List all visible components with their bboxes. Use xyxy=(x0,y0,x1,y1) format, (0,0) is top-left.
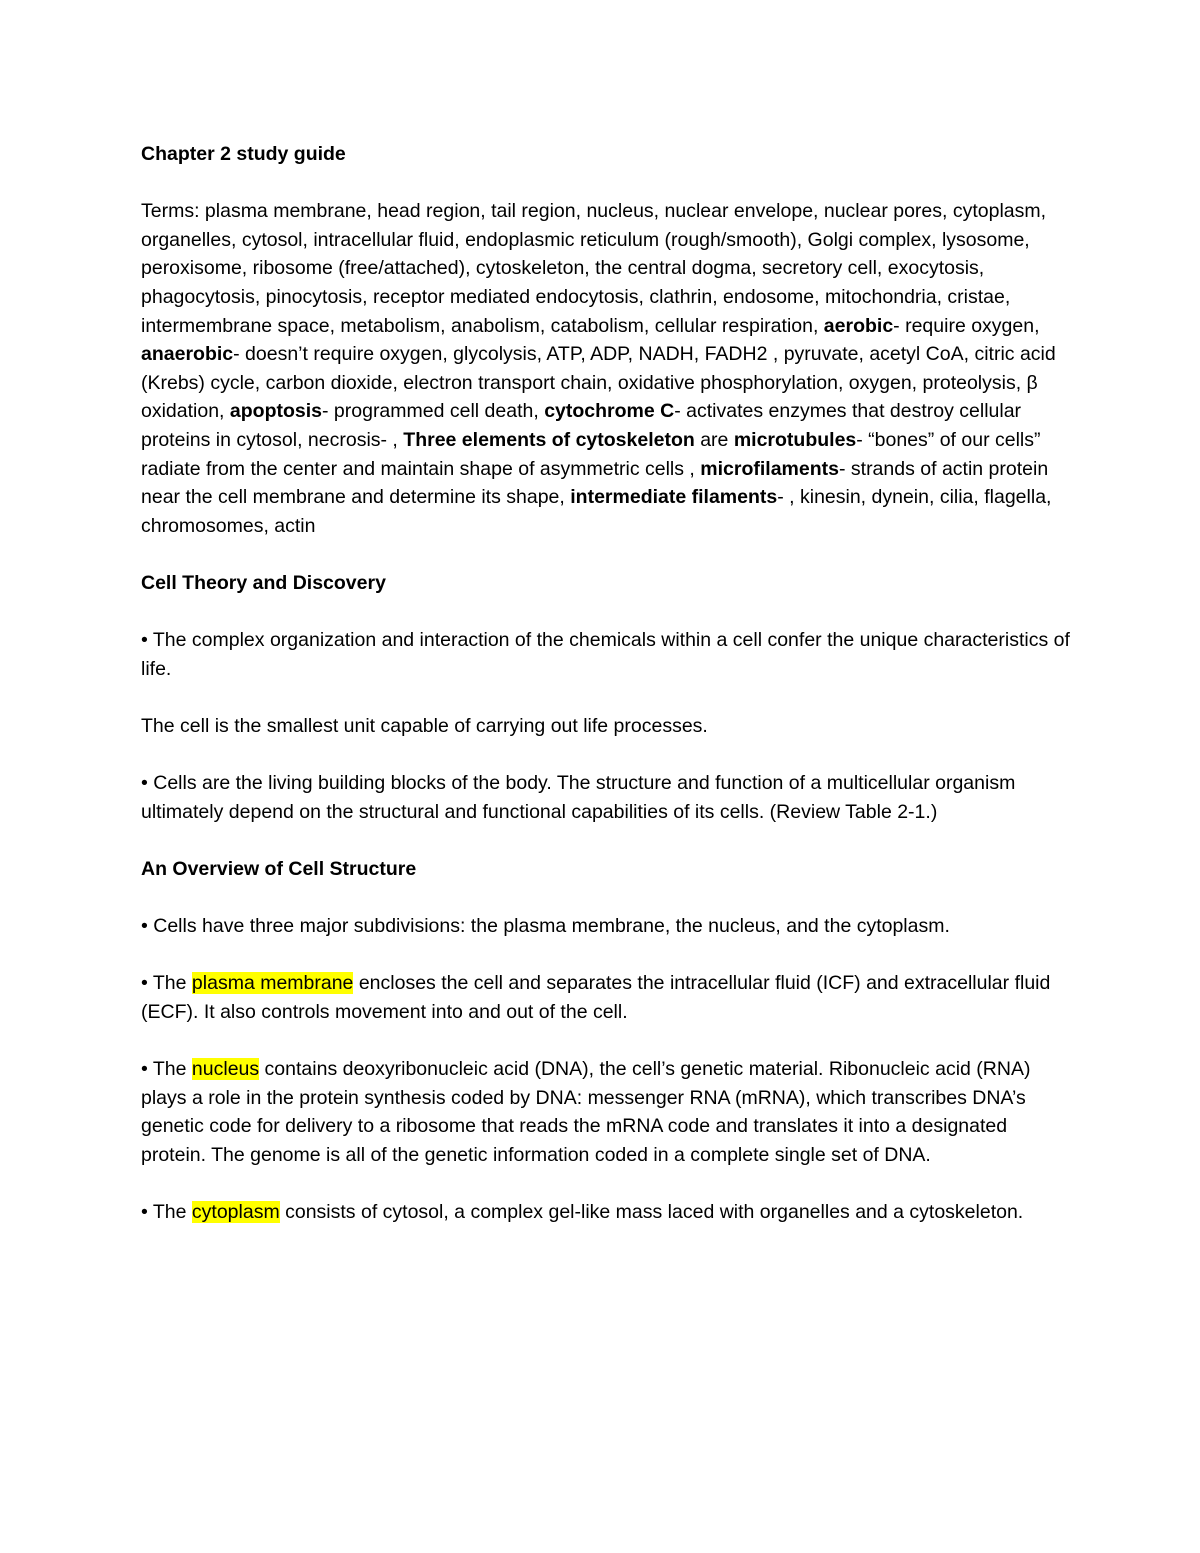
terms-text: - programmed cell death, xyxy=(322,400,545,423)
bullet-paragraph-plasma-membrane xyxy=(141,969,1071,1026)
highlighted-term: plasma membrane xyxy=(191,972,354,995)
paragraph-text: encloses the cell and separates the intracellular fluid (ICF) and extracellular fluid (ECF). It also controls movement into and out of the cell. xyxy=(141,972,1051,1023)
term-microfilaments: microfilaments xyxy=(700,457,839,480)
spacer xyxy=(141,169,1071,198)
document-title: Chapter 2 study guide xyxy=(141,143,346,165)
term-cytochrome-c: cytochrome C xyxy=(544,400,675,423)
spacer xyxy=(141,883,1071,912)
term-intermediate-filaments: intermediate filaments xyxy=(570,486,778,509)
paragraph-text: consists of cytosol, a complex gel-like mass laced with organelles and a cytoskeleton. xyxy=(279,1200,1024,1223)
spacer xyxy=(141,1026,1071,1055)
paragraph-text: • The xyxy=(141,972,192,995)
paragraph: The cell is the smallest unit capable of carrying out life processes. xyxy=(141,714,708,737)
paragraph-text: contains deoxyribonucleic acid (DNA), the cell’s genetic material. Ribonucleic acid (RNA) plays a role in the protein synthesis coded by DNA: messenger RNA (mRNA), which transcribes DNA’s genetic code for delivery to a ribosome that reads the mRNA code and translates it into a designated protein. The genome is all of the genetic information coded in a complete single set of DNA. xyxy=(141,1058,1031,1166)
bullet-paragraph: • The complex organization and interaction of the chemicals within a cell confer the unique characteristics of life. xyxy=(141,629,1070,680)
spacer xyxy=(141,740,1071,769)
term-aerobic: aerobic xyxy=(823,314,894,337)
term-microtubules: microtubules xyxy=(733,428,857,451)
bullet-paragraph-nucleus xyxy=(141,1055,1071,1169)
bullet-paragraph: • Cells are the living building blocks of the body. The structure and function of a multicellular organism ultimately depend on the structural and functional capabilities of its cells. (Review Table 2-1.) xyxy=(141,772,1016,823)
highlighted-term: nucleus xyxy=(191,1058,260,1080)
paragraph-text: • The xyxy=(141,1058,192,1080)
term-apoptosis: apoptosis xyxy=(229,400,322,423)
section-heading-cell-structure: An Overview of Cell Structure xyxy=(141,857,417,880)
spacer xyxy=(141,826,1071,855)
terms-text: - , kinesin, dynein, cilia, flagella, chromosomes, actin xyxy=(141,486,1052,537)
section-heading-cell-theory: Cell Theory and Discovery xyxy=(141,571,386,594)
terms-text: - “bones” of our cells” radiate from the center and maintain shape of asymmetric cells , xyxy=(141,428,1041,480)
spacer xyxy=(141,1169,1071,1198)
bullet-paragraph: • Cells have three major subdivisions: the plasma membrane, the nucleus, and the cytoplasm. xyxy=(141,915,950,938)
highlighted-term: cytoplasm xyxy=(191,1200,280,1223)
terms-text: Terms: plasma membrane, head region, tail region, nucleus, nuclear envelope, nuclear pores, cytoplasm, organelles, cytosol, intracellular fluid, endoplasmic reticulum (rough/smooth), Golgi complex, lysosome, peroxisome, ribosome (free/attached), cytoskeleton, the central dogma, secretory cell, exocytosis, phagocytosis, pinocytosis, receptor mediated endocytosis, clathrin, endosome, mitochondria, cristae, intermembrane space, metabolism, anabolism, catabolism, cellular respiration, xyxy=(141,200,1047,337)
terms-paragraph xyxy=(141,197,1071,540)
document-page xyxy=(141,140,1071,1227)
spacer xyxy=(141,598,1071,627)
term-anaerobic: anaerobic xyxy=(141,343,234,366)
terms-text: are xyxy=(694,428,734,451)
terms-text: - strands of actin protein near the cell membrane and determine its shape, xyxy=(141,457,1049,509)
paragraph-text: • The xyxy=(141,1200,192,1223)
spacer xyxy=(141,540,1071,569)
spacer xyxy=(141,941,1071,970)
bullet-paragraph-cytoplasm xyxy=(141,1198,1071,1227)
spacer xyxy=(141,683,1071,712)
terms-text: - require oxygen, xyxy=(893,314,1040,337)
terms-text: - doesn’t require oxygen, glycolysis, ATP, ADP, NADH, FADH2 , pyruvate, acetyl CoA, citric acid (Krebs) cycle, carbon dioxide, electron transport chain, oxidative phosphorylation, oxygen, proteolysis, β oxidation, xyxy=(141,343,1056,423)
term-cytoskeleton-elements: Three elements of cytoskeleton xyxy=(403,428,695,451)
terms-text: - activates enzymes that destroy cellular proteins in cytosol, necrosis- , xyxy=(141,400,1022,451)
